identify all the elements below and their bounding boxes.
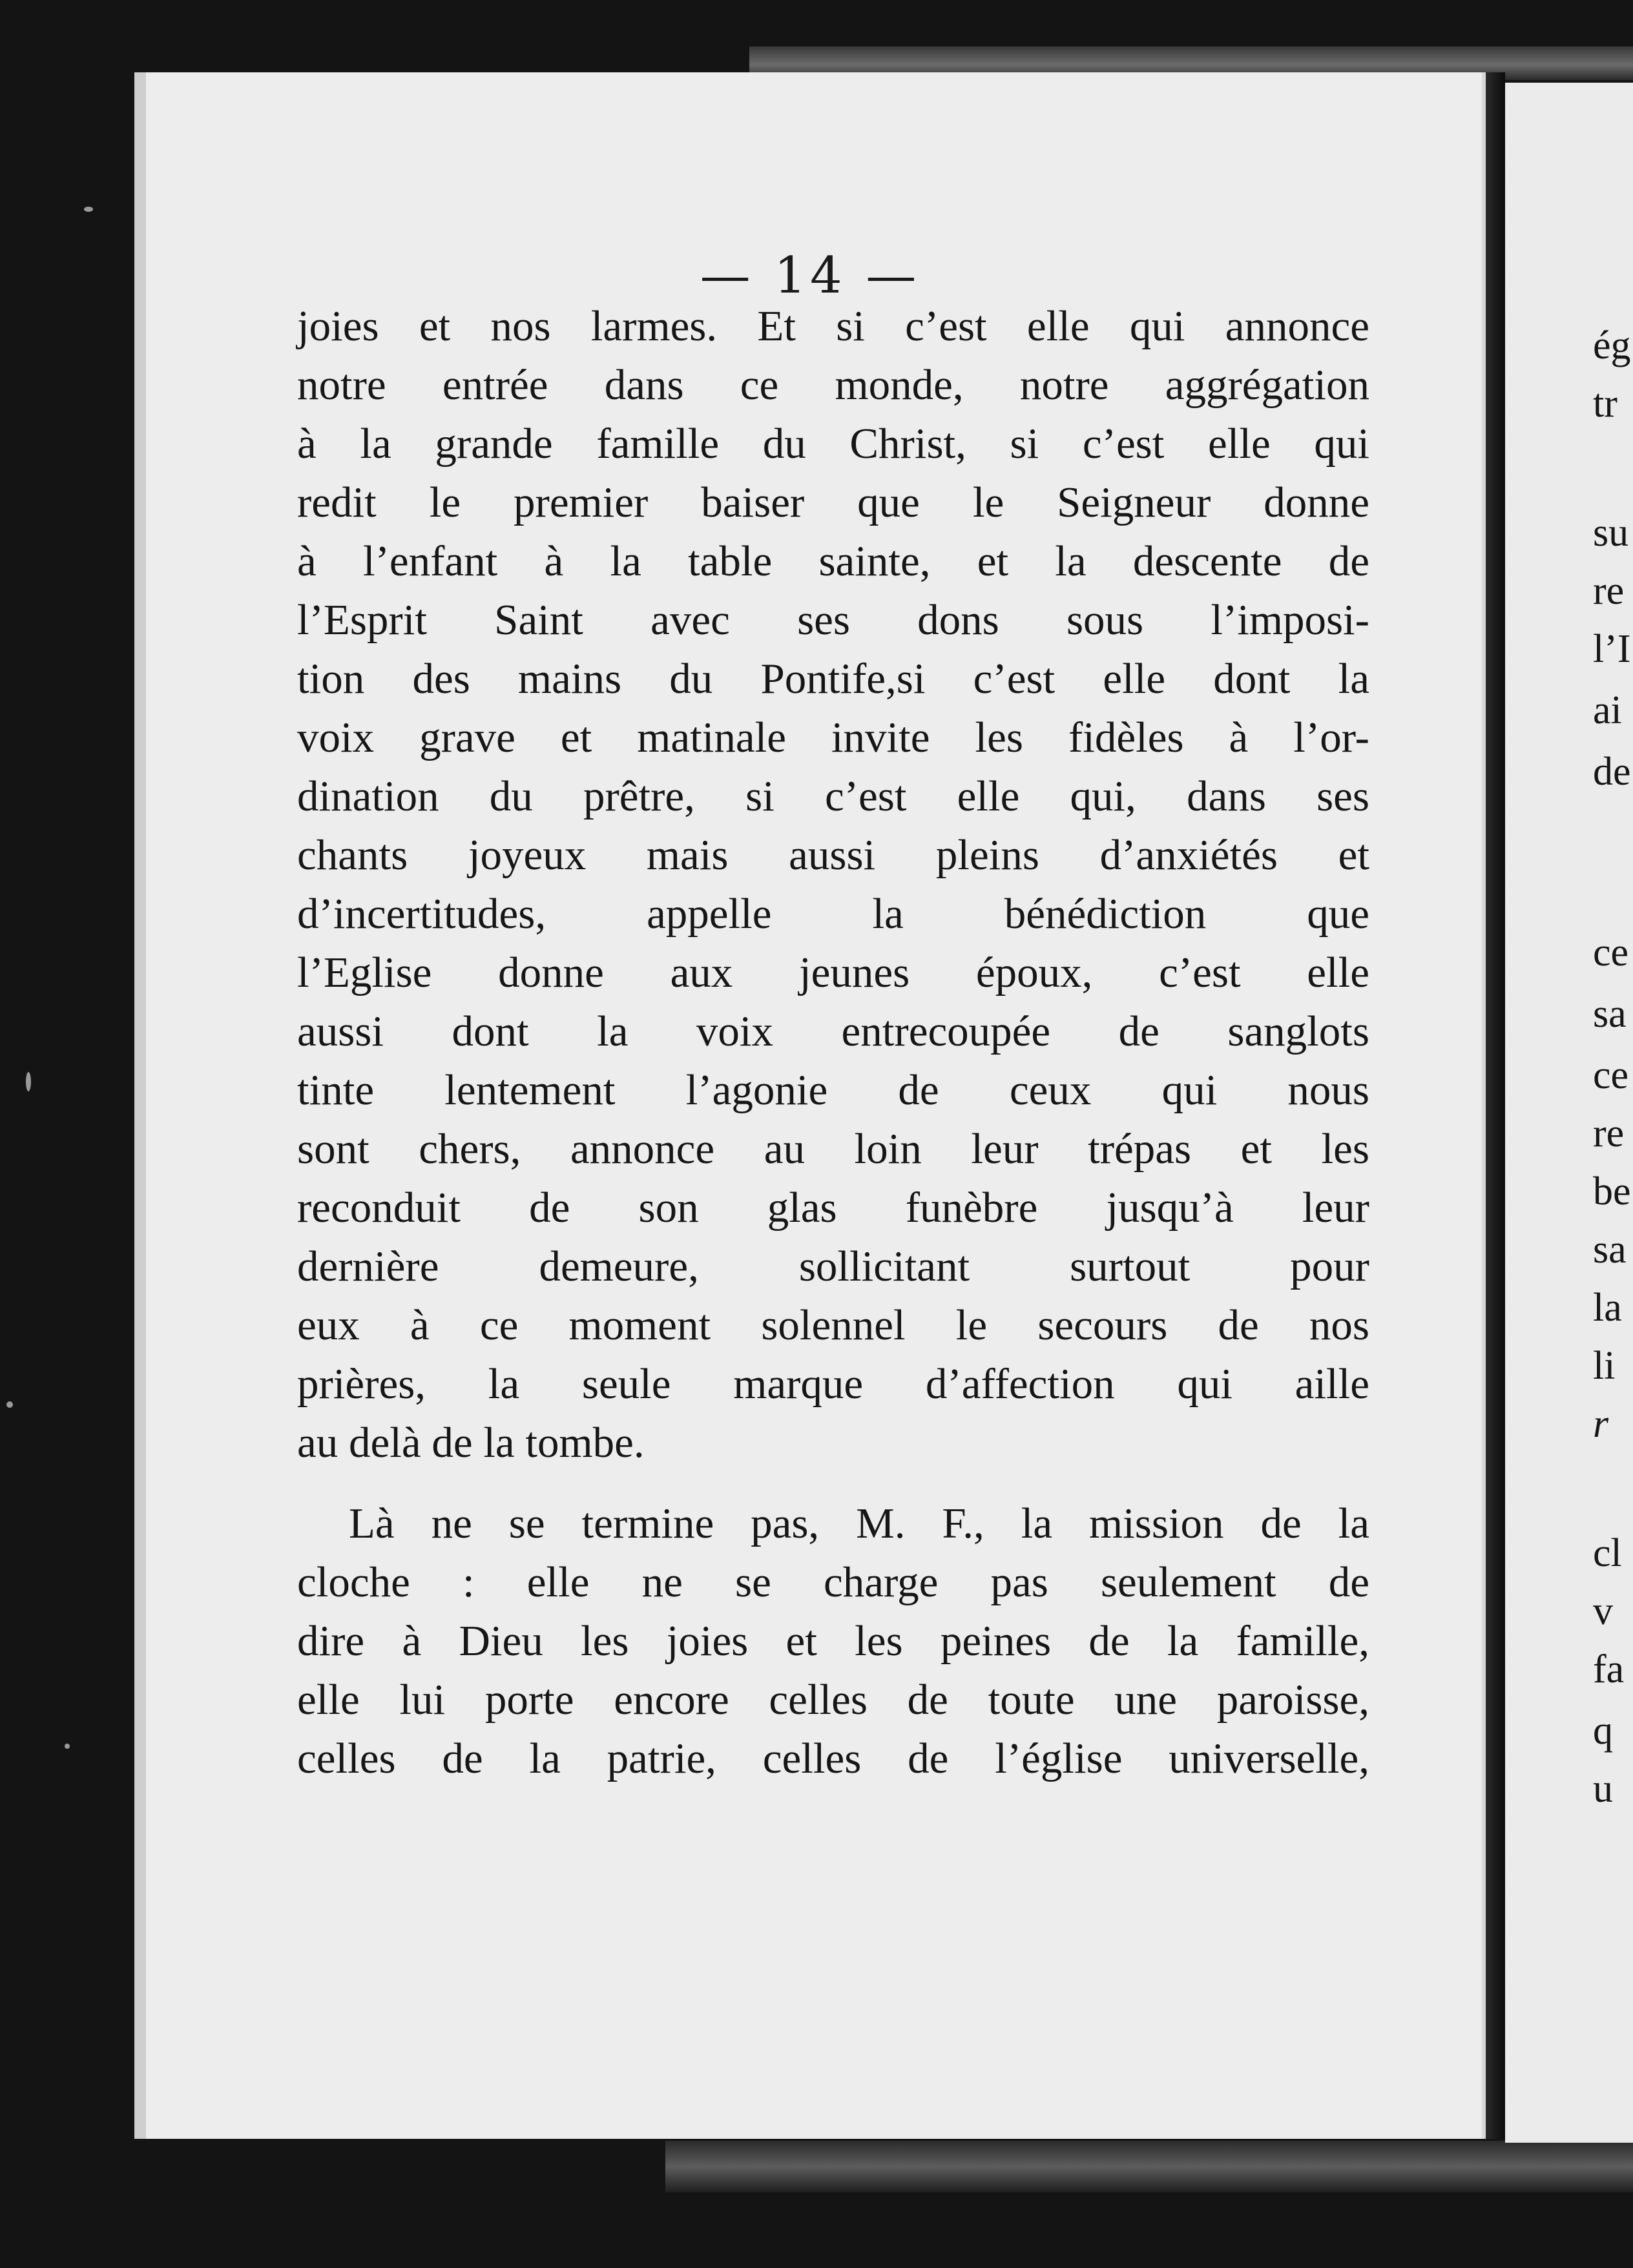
right-page-fragment: li [1593, 1344, 1616, 1388]
right-page-fragment: ai [1593, 688, 1622, 732]
text-line: dernière demeure, sollicitant surtout pour [297, 1242, 1369, 1290]
right-page-fragment: re [1593, 1111, 1625, 1155]
book-gutter [1486, 72, 1505, 2139]
text-line: au delà de la tombe. [297, 1419, 645, 1467]
right-page-fragment: ce [1593, 1053, 1629, 1097]
right-page-fragment: v [1593, 1589, 1613, 1633]
text-line: prières, la seule marque d’affection qui aille [297, 1360, 1369, 1408]
text-line: eux à ce moment solennel le secours de nos [297, 1301, 1369, 1349]
body-text [297, 297, 1369, 1788]
page-number: — 14 — [700, 247, 921, 305]
right-page-fragment: fa [1593, 1647, 1625, 1691]
right-page-fragment: tr [1593, 382, 1617, 426]
right-page-fragment: sa [1593, 1228, 1627, 1272]
right-page-fragment: ég [1593, 324, 1631, 367]
right-page-fragment: q [1593, 1709, 1613, 1753]
right-page-fragment: la [1593, 1286, 1622, 1330]
scan-speck [65, 1744, 70, 1749]
right-page-fragment: ce [1593, 931, 1629, 974]
right-page-fragment: be [1593, 1170, 1631, 1213]
text-line: elle lui porte encore celles de toute une paroisse, [297, 1676, 1369, 1724]
text-line: sont chers, annonce au loin leur trépas et les [297, 1125, 1369, 1173]
right-page-fragment: re [1593, 569, 1625, 613]
right-page-fragment: r [1593, 1402, 1609, 1446]
text-line: Là ne se termine pas, M. F., la mission de la [349, 1500, 1369, 1547]
text-line: d’incertitudes, appelle la bénédiction que [297, 890, 1369, 938]
text-line: aussi dont la voix entrecoupée de sanglots [297, 1007, 1369, 1055]
right-page-fragment: cl [1593, 1531, 1622, 1575]
paragraph-2 [297, 1494, 1369, 1788]
text-line: dination du prêtre, si c’est elle qui, dans ses [297, 772, 1369, 820]
text-line: tinte lentement l’agonie de ceux qui nous [297, 1066, 1369, 1114]
text-line: voix grave et matinale invite les fidèles à l’or- [297, 714, 1369, 761]
text-line: reconduit de son glas funèbre jusqu’à leur [297, 1184, 1369, 1232]
text-line: l’Eglise donne aux jeunes époux, c’est elle [297, 949, 1369, 996]
right-page-fragment: u [1593, 1767, 1613, 1811]
bottom-binding-strip [665, 2141, 1633, 2192]
text-line: dire à Dieu les joies et les peines de la famille, [297, 1617, 1369, 1665]
text-line: cloche : elle ne se charge pas seulement de [297, 1558, 1369, 1606]
text-line: chants joyeux mais aussi pleins d’anxiétés et [297, 831, 1369, 879]
text-line: redit le premier baiser que le Seigneur donne [297, 479, 1369, 526]
right-page-fragment: sa [1593, 992, 1627, 1036]
text-line: celles de la patrie, celles de l’église universelle, [297, 1735, 1369, 1782]
text-line: notre entrée dans ce monde, notre aggrégation [297, 361, 1369, 409]
right-page-fragment: de [1593, 750, 1631, 794]
text-line: à l’enfant à la table sainte, et la descente de [297, 537, 1369, 585]
text-line: à la grande famille du Christ, si c’est elle qui [297, 420, 1369, 468]
text-line: joies et nos larmes. Et si c’est elle qui annonce [297, 302, 1369, 350]
text-line: l’Esprit Saint avec ses dons sous l’imposi- [297, 596, 1369, 644]
right-page-fragment: su [1593, 511, 1629, 555]
scan-speck [6, 1401, 13, 1408]
text-line: tion des mains du Pontife,si c’est elle dont la [297, 655, 1369, 703]
scan-speck [26, 1072, 31, 1091]
scan-speck [84, 207, 93, 212]
paragraph-1 [297, 297, 1369, 1472]
right-page-fragment: l’I [1593, 627, 1631, 671]
